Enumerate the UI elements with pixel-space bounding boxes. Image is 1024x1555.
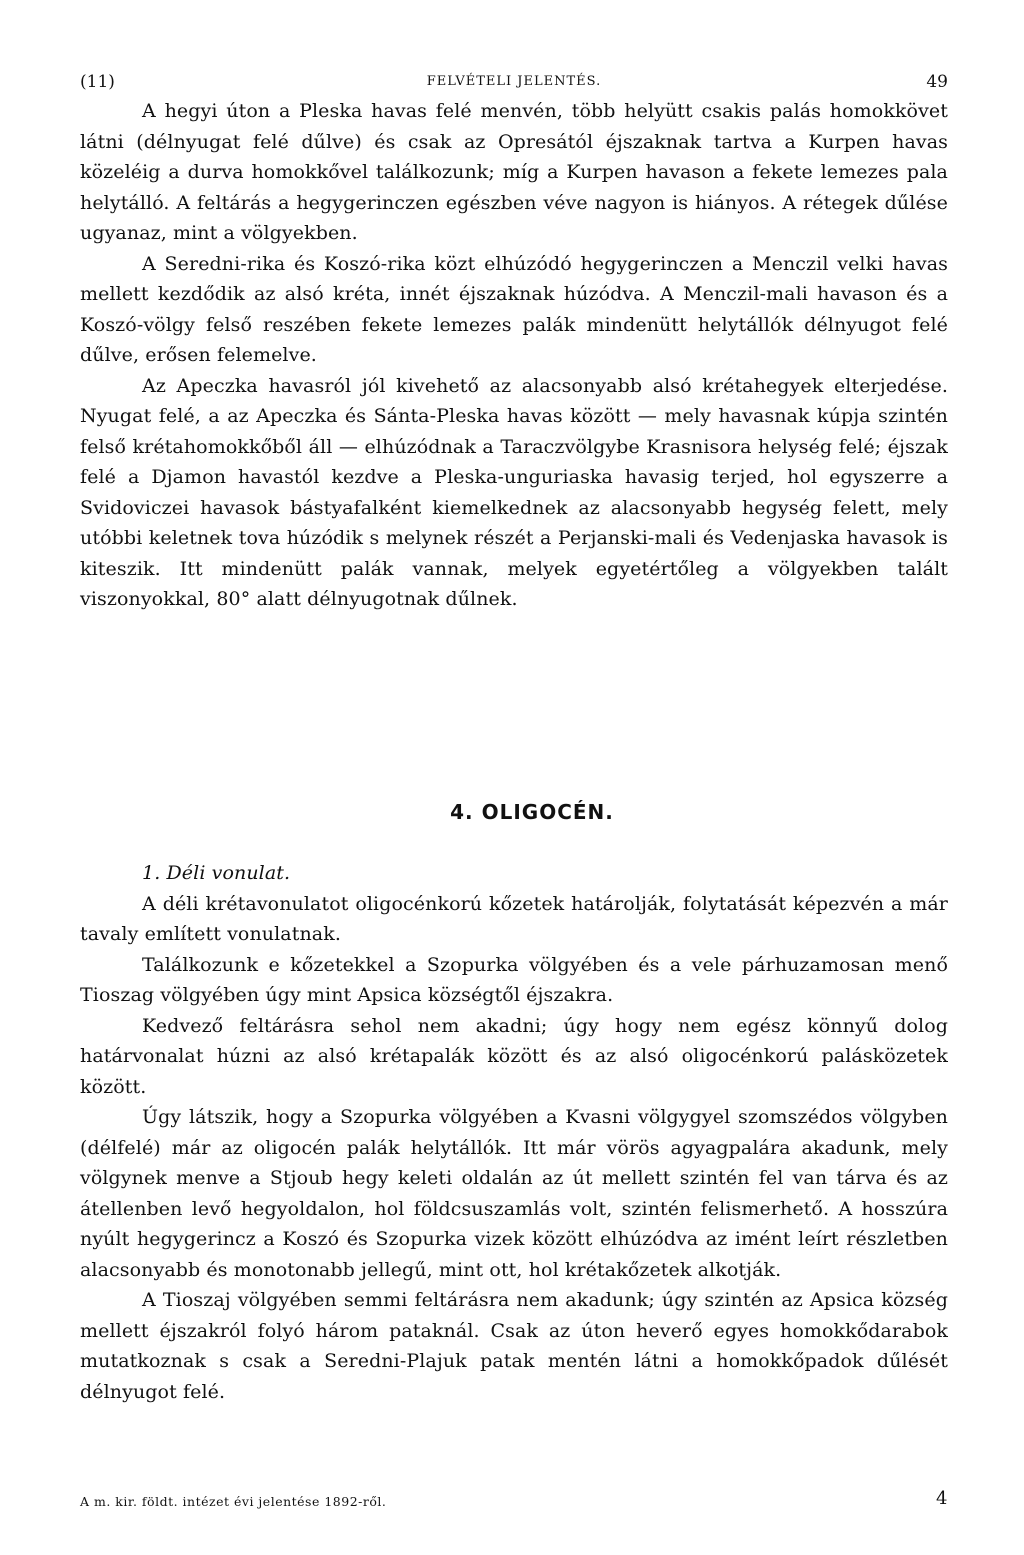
page-number: 49 [926, 72, 948, 92]
section-3-text [80, 96, 948, 615]
paragraph: A Seredni-rika és Koszó-rika közt elhúzódó hegygerinczen a Menczil velki havas mellett kezdődik az alsó kréta, innét éjszaknak húzódva. A Menczil-mali havason és a Koszó-völgy felső reszében fekete lemezes palák mindenütt helytállók délnyugot felé dűlve, erősen felemelve. [80, 252, 948, 366]
section-4-text [80, 858, 948, 1407]
paragraph: Találkozunk e kőzetekkel a Szopurka völgyében és a vele párhuzamosan menő Tioszag völgyében úgy mint Apsica községtől éjszakra. [80, 953, 948, 1006]
page-footer [80, 1488, 948, 1516]
subsection-heading: 1. Déli vonulat. [142, 862, 291, 884]
paragraph: Úgy látszik, hogy a Szopurka völgyében a Kvasni völgygyel szomszédos völgyben (délfelé) már az oligocén palák helytállók. Itt már vörös agyagpalára akadunk, mely völgynek menve a Stjoub hegy keleti oldalán az út mellett szintén fel van tárva és az átellenben levő hegyoldalon, hol földcsuszamlás volt, szintén felismerhető. A hosszúra nyúlt hegygerincz a Koszó és Szopurka vizek között elhúzódva az imént leírt részletben alacsonyabb és monotonabb jellegű, mint ott, hol krétakőzetek alkotják. [80, 1106, 948, 1281]
running-title: FELVÉTELI JELENTÉS. [426, 74, 602, 89]
footer-citation: A m. kir. földt. intézet évi jelentése 1892-ről. [80, 1494, 387, 1509]
signature-mark: 4 [936, 1488, 948, 1509]
paragraph: Az Apeczka havasról jól kivehető az alacsonyabb alsó krétahegyek elterjedése. Nyugat felé, a az Apeczka és Sánta-Pleska havas között — mely havasnak kúpja szintén felső krétahomokkőből áll — elhúzódnak a Taraczvölgybe Krasnisora helység felé; éjszak felé a Djamon havastól kezdve a Pleska-unguriaska havasig terjed, hol egyszerre a Svidoviczei havasok bástyafalként kiemelkednek az alacsonyabb hegység felett, mely utóbbi keletnek tova húzódik s melynek részét a Perjanski-mali és Vedenjaska havasok is kiteszik. Itt mindenütt palák vannak, melyek egyetértőleg a völgyekben talált viszonyokkal, 80° alatt délnyugotnak dűlnek. [80, 374, 948, 610]
section-number: (11) [80, 72, 115, 92]
paragraph: A hegyi úton a Pleska havas felé menvén, több helyütt csakis palás homokkövet látni (délnyugat felé dűlve) és csak az Opresától éjszaknak tartva a Kurpen havas közeléig a durva homokkővel találkozunk; míg a Kurpen havason a fekete lemezes pala helytálló. A feltárás a hegygerinczen egészben véve nagyon is hiányos. A rétegek dűlése ugyanaz, mint a völgyekben. [80, 100, 948, 244]
section-heading: 4. OLIGOCÉN. [450, 800, 614, 824]
paragraph: Kedvező feltárásra sehol nem akadni; úgy hogy nem egész könnyű dolog határvonalat húzni az alsó krétapalák között és az alsó oligocénkorú palásközetek között. [80, 1014, 948, 1098]
paragraph: A déli krétavonulatot oligocénkorú kőzetek határolják, folytatását képezvén a már tavaly említett vonulatnak. [80, 892, 948, 945]
paragraph: A Tioszaj völgyében semmi feltárásra nem akadunk; úgy szintén az Apsica község mellett éjszakról folyó három pataknál. Csak az úton heverő egyes homokkődarabok mutatkoznak s csak a Seredni-Plajuk patak mentén látni a homokkőpadok dűlését délnyugot felé. [80, 1289, 948, 1403]
